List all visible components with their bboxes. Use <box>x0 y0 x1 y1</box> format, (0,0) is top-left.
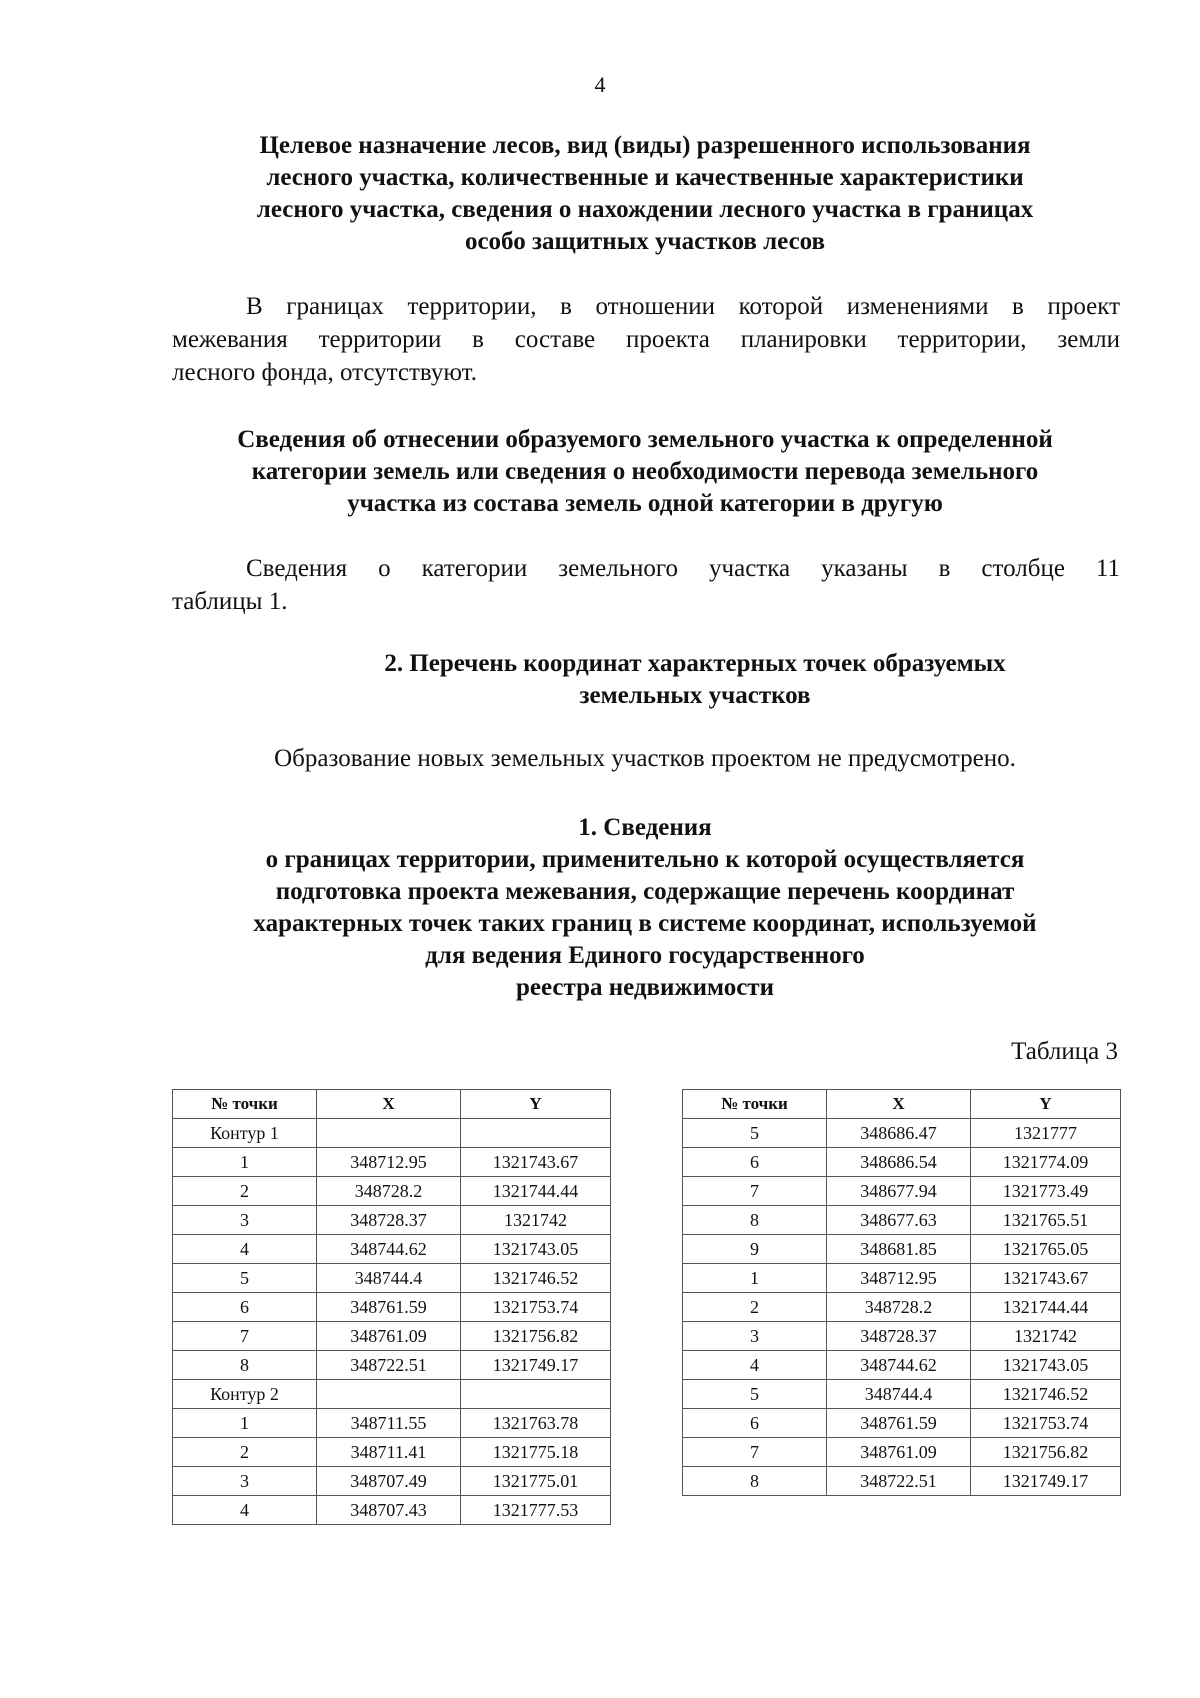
paragraph-line: В границах территории, в отношении которой изменениями в проект <box>246 293 1120 320</box>
cell-point-number: 8 <box>173 1351 317 1380</box>
cell-x: 348744.62 <box>317 1235 461 1264</box>
coordinates-table-left <box>172 1089 611 1525</box>
cell-x <box>317 1380 461 1409</box>
heading-line: особо защитных участков лесов <box>464 228 826 255</box>
heading-line: Целевое назначение лесов, вид (виды) разрешенного использования <box>259 132 1031 159</box>
table-row <box>683 1409 1121 1438</box>
cell-y: 1321743.05 <box>461 1235 611 1264</box>
cell-point-number: 9 <box>683 1235 827 1264</box>
heading-line: Сведения об отнесении образуемого земельного участка к определенной <box>237 426 1053 453</box>
cell-x: 348722.51 <box>827 1467 971 1496</box>
paragraph-line: таблицы 1. <box>172 588 288 615</box>
cell-y: 1321773.49 <box>971 1177 1121 1206</box>
cell-x: 348712.95 <box>827 1264 971 1293</box>
cell-x: 348728.37 <box>317 1206 461 1235</box>
heading-line: лесного участка, количественные и качественные характеристики <box>266 164 1024 191</box>
heading-line: реестра недвижимости <box>516 974 774 1001</box>
cell-x: 348722.51 <box>317 1351 461 1380</box>
cell-point-number: 2 <box>173 1438 317 1467</box>
cell-x: 348712.95 <box>317 1148 461 1177</box>
table-row <box>173 1148 611 1177</box>
cell-point-number: 7 <box>173 1322 317 1351</box>
cell-x: 348711.55 <box>317 1409 461 1438</box>
cell-x: 348711.41 <box>317 1438 461 1467</box>
paragraph-line: межевания территории в составе проекта планировки территории, земли <box>172 326 1120 353</box>
table-row <box>173 1409 611 1438</box>
table-row <box>173 1380 611 1409</box>
cell-point-number: 3 <box>173 1206 317 1235</box>
cell-point-number: 3 <box>683 1322 827 1351</box>
cell-x: 348707.43 <box>317 1496 461 1525</box>
cell-y: 1321775.18 <box>461 1438 611 1467</box>
heading-line: категории земель или сведения о необходимости перевода земельного <box>251 458 1039 485</box>
cell-point-number: 1 <box>683 1264 827 1293</box>
cell-x: 348681.85 <box>827 1235 971 1264</box>
cell-x: 348677.94 <box>827 1177 971 1206</box>
cell-x: 348761.09 <box>827 1438 971 1467</box>
section-heading-territory-boundaries <box>170 812 1120 1004</box>
cell-point-number: 1 <box>173 1409 317 1438</box>
column-header-y: Y <box>971 1090 1121 1119</box>
cell-y: 1321765.51 <box>971 1206 1121 1235</box>
table-row <box>683 1380 1121 1409</box>
cell-x: 348728.37 <box>827 1322 971 1351</box>
cell-y: 1321743.67 <box>971 1264 1121 1293</box>
section-heading-land-category <box>170 424 1120 520</box>
cell-y <box>461 1380 611 1409</box>
paragraph-line: лесного фонда, отсутствуют. <box>172 359 477 386</box>
cell-point-number: 3 <box>173 1467 317 1496</box>
cell-y: 1321756.82 <box>971 1438 1121 1467</box>
table-row <box>173 1264 611 1293</box>
table-row <box>173 1351 611 1380</box>
table-row <box>683 1264 1121 1293</box>
cell-point-number: 8 <box>683 1467 827 1496</box>
heading-line: характерных точек таких границ в системе координат, используемой <box>253 910 1037 937</box>
heading-line: подготовка проекта межевания, содержащие перечень координат <box>275 878 1015 905</box>
cell-y: 1321744.44 <box>971 1293 1121 1322</box>
cell-y: 1321765.05 <box>971 1235 1121 1264</box>
cell-y: 1321756.82 <box>461 1322 611 1351</box>
cell-point-number: 4 <box>683 1351 827 1380</box>
cell-x: 348761.09 <box>317 1322 461 1351</box>
cell-y: 1321774.09 <box>971 1148 1121 1177</box>
cell-y: 1321744.44 <box>461 1177 611 1206</box>
table-row <box>683 1322 1121 1351</box>
cell-y: 1321743.05 <box>971 1351 1121 1380</box>
cell-x: 348728.2 <box>827 1293 971 1322</box>
paragraph-forest-fund <box>172 290 1120 389</box>
cell-point-number: 7 <box>683 1177 827 1206</box>
cell-y: 1321742 <box>971 1322 1121 1351</box>
cell-y: 1321742 <box>461 1206 611 1235</box>
table-header-row <box>683 1090 1121 1119</box>
cell-point-number: 6 <box>173 1293 317 1322</box>
coordinates-table-right <box>682 1089 1121 1496</box>
cell-point-number: 7 <box>683 1438 827 1467</box>
cell-point-number: 6 <box>683 1409 827 1438</box>
heading-line: лесного участка, сведения о нахождении лесного участка в границах <box>256 196 1034 223</box>
table-row <box>173 1467 611 1496</box>
cell-x: 348744.62 <box>827 1351 971 1380</box>
cell-y: 1321763.78 <box>461 1409 611 1438</box>
cell-y: 1321743.67 <box>461 1148 611 1177</box>
section-heading-coordinates-list <box>220 648 1170 712</box>
table-row <box>683 1293 1121 1322</box>
cell-point-number: 5 <box>173 1264 317 1293</box>
paragraph-no-new-plots: Образование новых земельных участков проектом не предусмотрено. <box>274 745 1016 772</box>
table-row <box>173 1206 611 1235</box>
table-row <box>683 1467 1121 1496</box>
cell-x: 348744.4 <box>317 1264 461 1293</box>
column-header-point: № точки <box>683 1090 827 1119</box>
cell-point-number: 4 <box>173 1235 317 1264</box>
table-row <box>683 1235 1121 1264</box>
cell-point-number: 2 <box>683 1293 827 1322</box>
cell-point-number: 2 <box>173 1177 317 1206</box>
cell-point-number: 6 <box>683 1148 827 1177</box>
cell-y: 1321753.74 <box>461 1293 611 1322</box>
cell-point-number: 5 <box>683 1380 827 1409</box>
table-row <box>173 1177 611 1206</box>
cell-x: 348686.54 <box>827 1148 971 1177</box>
cell-y: 1321777.53 <box>461 1496 611 1525</box>
column-header-x: X <box>827 1090 971 1119</box>
table-row <box>173 1438 611 1467</box>
cell-point-number: Контур 2 <box>173 1380 317 1409</box>
cell-point-number: 8 <box>683 1206 827 1235</box>
table-row <box>683 1438 1121 1467</box>
column-header-point: № точки <box>173 1090 317 1119</box>
table-row <box>173 1235 611 1264</box>
table-row <box>173 1293 611 1322</box>
section-heading-forest-purpose <box>170 130 1120 258</box>
cell-y: 1321777 <box>971 1119 1121 1148</box>
table-row <box>683 1206 1121 1235</box>
cell-x: 348707.49 <box>317 1467 461 1496</box>
cell-point-number: Контур 1 <box>173 1119 317 1148</box>
heading-line: земельных участков <box>579 682 811 709</box>
cell-point-number: 5 <box>683 1119 827 1148</box>
cell-point-number: 1 <box>173 1148 317 1177</box>
table-row <box>683 1177 1121 1206</box>
table-row <box>173 1119 611 1148</box>
cell-y: 1321749.17 <box>461 1351 611 1380</box>
cell-y: 1321749.17 <box>971 1467 1121 1496</box>
heading-line: 1. Сведения <box>578 814 712 841</box>
table-row <box>683 1148 1121 1177</box>
table-row <box>173 1496 611 1525</box>
cell-y: 1321746.52 <box>971 1380 1121 1409</box>
cell-y: 1321746.52 <box>461 1264 611 1293</box>
cell-x: 348728.2 <box>317 1177 461 1206</box>
heading-line: для ведения Единого государственного <box>425 942 865 969</box>
paragraph-line: Сведения о категории земельного участка указаны в столбце 11 <box>246 555 1120 582</box>
table-row <box>173 1322 611 1351</box>
table-label: Таблица 3 <box>1011 1038 1118 1065</box>
table-row <box>683 1351 1121 1380</box>
table-header-row <box>173 1090 611 1119</box>
cell-x: 348677.63 <box>827 1206 971 1235</box>
column-header-y: Y <box>461 1090 611 1119</box>
paragraph-land-category <box>172 552 1120 618</box>
heading-line: участка из состава земель одной категории в другую <box>347 490 943 517</box>
cell-point-number: 4 <box>173 1496 317 1525</box>
cell-x: 348761.59 <box>317 1293 461 1322</box>
cell-x: 348686.47 <box>827 1119 971 1148</box>
heading-line: 2. Перечень координат характерных точек образуемых <box>384 650 1006 677</box>
cell-x: 348744.4 <box>827 1380 971 1409</box>
cell-x <box>317 1119 461 1148</box>
column-header-x: X <box>317 1090 461 1119</box>
table-row <box>683 1119 1121 1148</box>
cell-x: 348761.59 <box>827 1409 971 1438</box>
page-number: 4 <box>594 72 606 97</box>
cell-y <box>461 1119 611 1148</box>
cell-y: 1321775.01 <box>461 1467 611 1496</box>
cell-y: 1321753.74 <box>971 1409 1121 1438</box>
heading-line: о границах территории, применительно к которой осуществляется <box>265 846 1025 873</box>
